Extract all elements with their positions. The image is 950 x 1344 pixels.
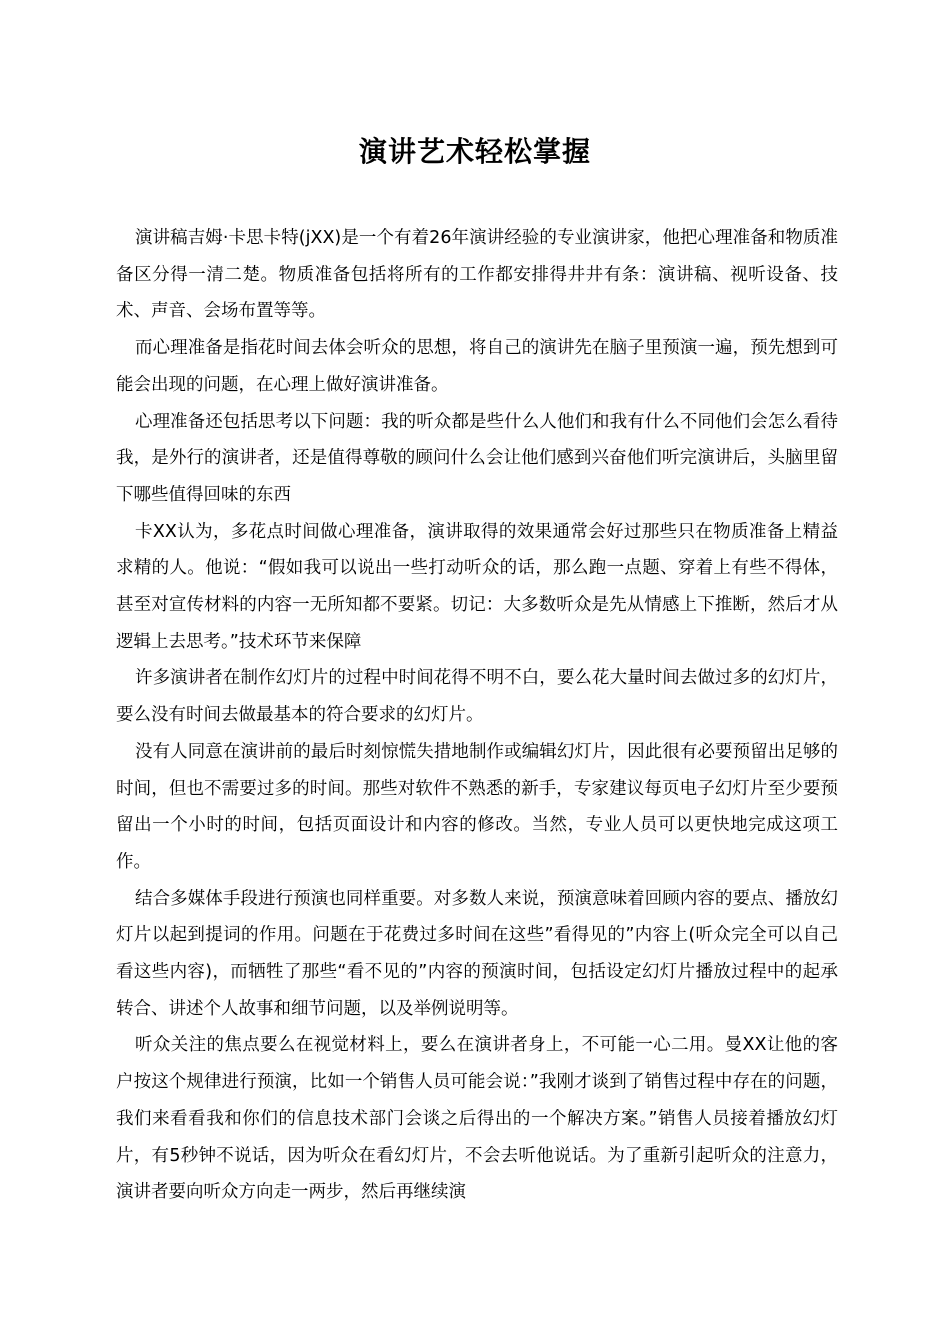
- paragraph-4: 卡XX认为，多花点时间做心理准备，演讲取得的效果通常会好过那些只在物质准备上精益求精的人。他说：“假如我可以说出一些打动听众的话，那么跑一点题、穿着上有些不得体，甚至对宣传材料的内容一无所知都不要紧。切记：大多数听众是先从情感上下推断，然后才从逻辑上去思考。”技术环节来保障: [116, 521, 838, 652]
- paragraph-2: 而心理准备是指花时间去体会听众的思想，将自己的演讲先在脑子里预演一遍，预先想到可能会出现的问题，在心理上做好演讲准备。: [116, 338, 838, 395]
- paragraph-1: 演讲稿吉姆·卡思卡特(jXX)是一个有着26年演讲经验的专业演讲家，他把心理准备和物质准备区分得一清二楚。物质准备包括将所有的工作都安排得井井有条：演讲稿、视听设备、技术、声音、会场布置等等。: [116, 228, 838, 322]
- paragraph-8: 听众关注的焦点要么在视觉材料上，要么在演讲者身上，不可能一心二用。曼XX让他的客户按这个规律进行预演，比如一个销售人员可能会说：”我刚才谈到了销售过程中存在的问题，我们来看看我和你们的信息技术部门会谈之后得出的一个解决方案。”销售人员接着播放幻灯片，有5秒钟不说话，因为听众在看幻灯片，不会去听他说话。为了重新引起听众的注意力，演讲者要向听众方向走一两步，然后再继续演: [116, 1035, 838, 1203]
- paragraph-3: 心理准备还包括思考以下问题：我的听众都是些什么人他们和我有什么不同他们会怎么看待我，是外行的演讲者，还是值得尊敬的顾问什么会让他们感到兴奋他们听完演讲后，头脑里留下哪些值得回味的东西: [116, 411, 838, 505]
- paragraph-5: 许多演讲者在制作幻灯片的过程中时间花得不明不白，要么花大量时间去做过多的幻灯片，要么没有时间去做最基本的符合要求的幻灯片。: [116, 668, 838, 726]
- paragraph-6: 没有人同意在演讲前的最后时刻惊慌失措地制作或编辑幻灯片，因此很有必要预留出足够的时间，但也不需要过多的时间。那些对软件不熟悉的新手，专家建议每页电子幻灯片至少要预留出一个小时的时间，包括页面设计和内容的修改。当然，专业人员可以更快地完成这项工作。: [116, 741, 838, 872]
- document-title: 演讲艺术轻松掌握: [358, 135, 591, 168]
- document-body: [116, 220, 838, 1211]
- paragraph-7: 结合多媒体手段进行预演也同样重要。对多数人来说，预演意味着回顾内容的要点、播放幻灯片以起到提词的作用。问题在于花费过多时间在这些”看得见的”内容上(听众完全可以自己看这些内容)，而牺牲了那些“看不见的”内容的预演时间，包括设定幻灯片播放过程中的起承转合、讲述个人故事和细节问题，以及举例说明等。: [116, 888, 838, 1019]
